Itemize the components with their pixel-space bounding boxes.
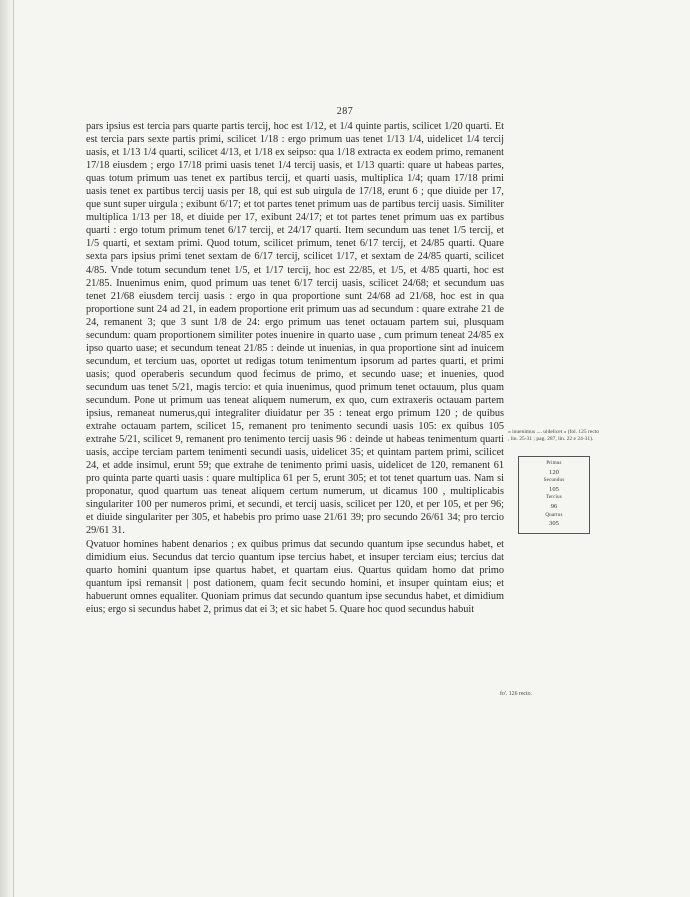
side-table-value: 305 — [549, 520, 559, 528]
side-table-label: Quartus — [545, 512, 563, 518]
side-table — [518, 456, 590, 534]
side-table-value: 96 — [550, 502, 558, 510]
side-table-label: Tercius — [545, 495, 563, 501]
side-table-value: 120 — [549, 468, 559, 476]
paragraph-2: Qvatuor homines habent denarios ; ex quibus primus dat secundo quantum ipse secundus habet, et dimidium eius. Secundus dat tercio quantum ipse tercius habet, et insuper terciam eius; tercius dat quarto homini quantum ipse quartus habet, et quartam eius. Quartus quidam homo dat primo quantum ipsi remansit | post dationem, quam fecit secundo homini, et insuper quintam eius; et habuerunt omnes equaliter. Quoniam primus dat secundo quantum ipse secundus habet, et dimidium eius; ergo si secundus habet 2, primus dat ei 3; et sic habet 5. Quare hoc quod secundus habuit — [86, 538, 504, 615]
gutter-edge — [13, 0, 14, 897]
page-number: 287 — [336, 106, 354, 117]
margin-note: « inuenimus .... uidelicet » (fol. 125 recto , lin. 25-31 ; pag. 287, lin. 22 e 24-31). — [508, 429, 600, 442]
paragraph-1: pars ipsius est tercia pars quarte partis tercij, hoc est 1/12, et 1/4 quinte partis, scilicet 1/20 quarti. Et est tercia pars sexte partis primi, scilicet 1/18 : ergo primum uas tenet 1/13 1/4, uidelicet 1/4 tercij uasis, et 1/13 1/4 quarti, scilicet 4/13, et 1/18 ex seipso: qua 1/18 extracta ex eodem primo, remanent 17/18 eiusdem ; ergo 17/18 primi uasis tenet 1/4 tercij uasis, et 1/13 quarti: quare ut habeas partes, quas totum primum uas tenet ex partibus tercij, et quarti uasis, multiplica 1/4; quam 17/18 primi uasis tenet ex partibus tercij uasis per 18, qui est sub uirgula de 17/18, erunt 6 ; que diuide per 17, que sunt super uirgula ; exibunt 6/17; et tot partes tenet primum uas de partibus tercij uasis. Similiter multiplica 1/13 per 18, et diuide per 17, exibunt 24/17; et tot partes tenet primum uas ex partibus quarti : ergo totum primum tenet 6/17 tercij, et 24/17 quarti. Item secundum uas tenet 1/5 tercij, et 1/5 quarti, et sextam primi. Quod totum, scilicet primum, tenet 6/17 tercij, et 24/85 quarti. Quare sexta pars ipsius primi tenet sextam de 6/17 tercij, scilicet 1/17, et sextam de 24/85 quarti, scilicet 4/85. Vnde totum secundum tenet 1/5, et 1/17 tercij, hoc est 22/85, et 1/5, et 4/85 quarti, hoc est 21/85. Inuenimus enim, quod primum uas tenet 6/17 tercij uasis, scilicet 24/68; et secundum uas tenet 21/68 eiusdem tercij uasis : ergo in qua proportione sunt 24/68 ad 21/68, hoc est in qua proportione sunt 24 ad 21, in eadem proportione erit primum uas ad secundum : quare extrahe 21 de 24, remanent 3; que 3 sunt 1/8 de 24: ergo primum uas tenet octauam partem sui, plusquam secundum: quam proportionem similiter potes inuenire in quarto uase , cum primum teneat 24/85 ex ipso quarto uase; et secundum teneat 21/85 : deinde ut inuenias, in qua proportione sint ad inuicem secundum, et tercium uas, oportet ut redigas totum tenimentum ipsorum ad partes quarti, et primi uasis; quod operaberis secundum quod fecimus de primo, et secundo uase; et inuenies, quod secundum uas tenet 5/21, magis tercio: et quia inuenimus, quod primum tenet octauum, plus quam secundum. Pone ut primum uas teneat aliquem numerum, ex quo, cum extraxeris octauam partem ipsius, remaneat numerus,qui integraliter diuidatur per 35 : teneat ergo primum 120 ; de quibus extrahe octauam partem, scilicet 15, remanent pro tenimento secundi uasis 105: ex quibus 105 extrahe 5/21, scilicet 9, remanent pro tenimento tercij uasis 96 : deinde ut habeas tenimentum quarti uasis, accipe terciam partem tenimenti secundi uasis, uidelicet 35; et quintam partem primi, scilicet 24, et adde insimul, erunt 59; que extrahe de tenimento primi uasis, uidelicet de 120, remanent 61 pro quinta parte quarti uasis : quare multiplica 61 per 5, erunt 305; et tot tenet quartum uas. Nam si proponatur, quod quartum uas teneat aliquem certum numerum, ut dicamus 100 , multiplicabis singulariter 100 per numeros primi, et secundi, et tercij uasis, scilicet per 120, et per 105, et per 96; et diuide singulariter per 305, et habebis pro primo uase 21/61 39; pro secundo 26/61 34; pro tercio 29/61 31. — [86, 121, 504, 537]
side-table-label: Primus — [546, 461, 562, 466]
binding-gutter — [0, 0, 14, 897]
main-text — [86, 120, 504, 616]
side-table-value: 105 — [549, 485, 559, 493]
side-table-label: Secundus — [543, 478, 565, 484]
folio-note: fo'. 126 recto. — [500, 691, 532, 697]
